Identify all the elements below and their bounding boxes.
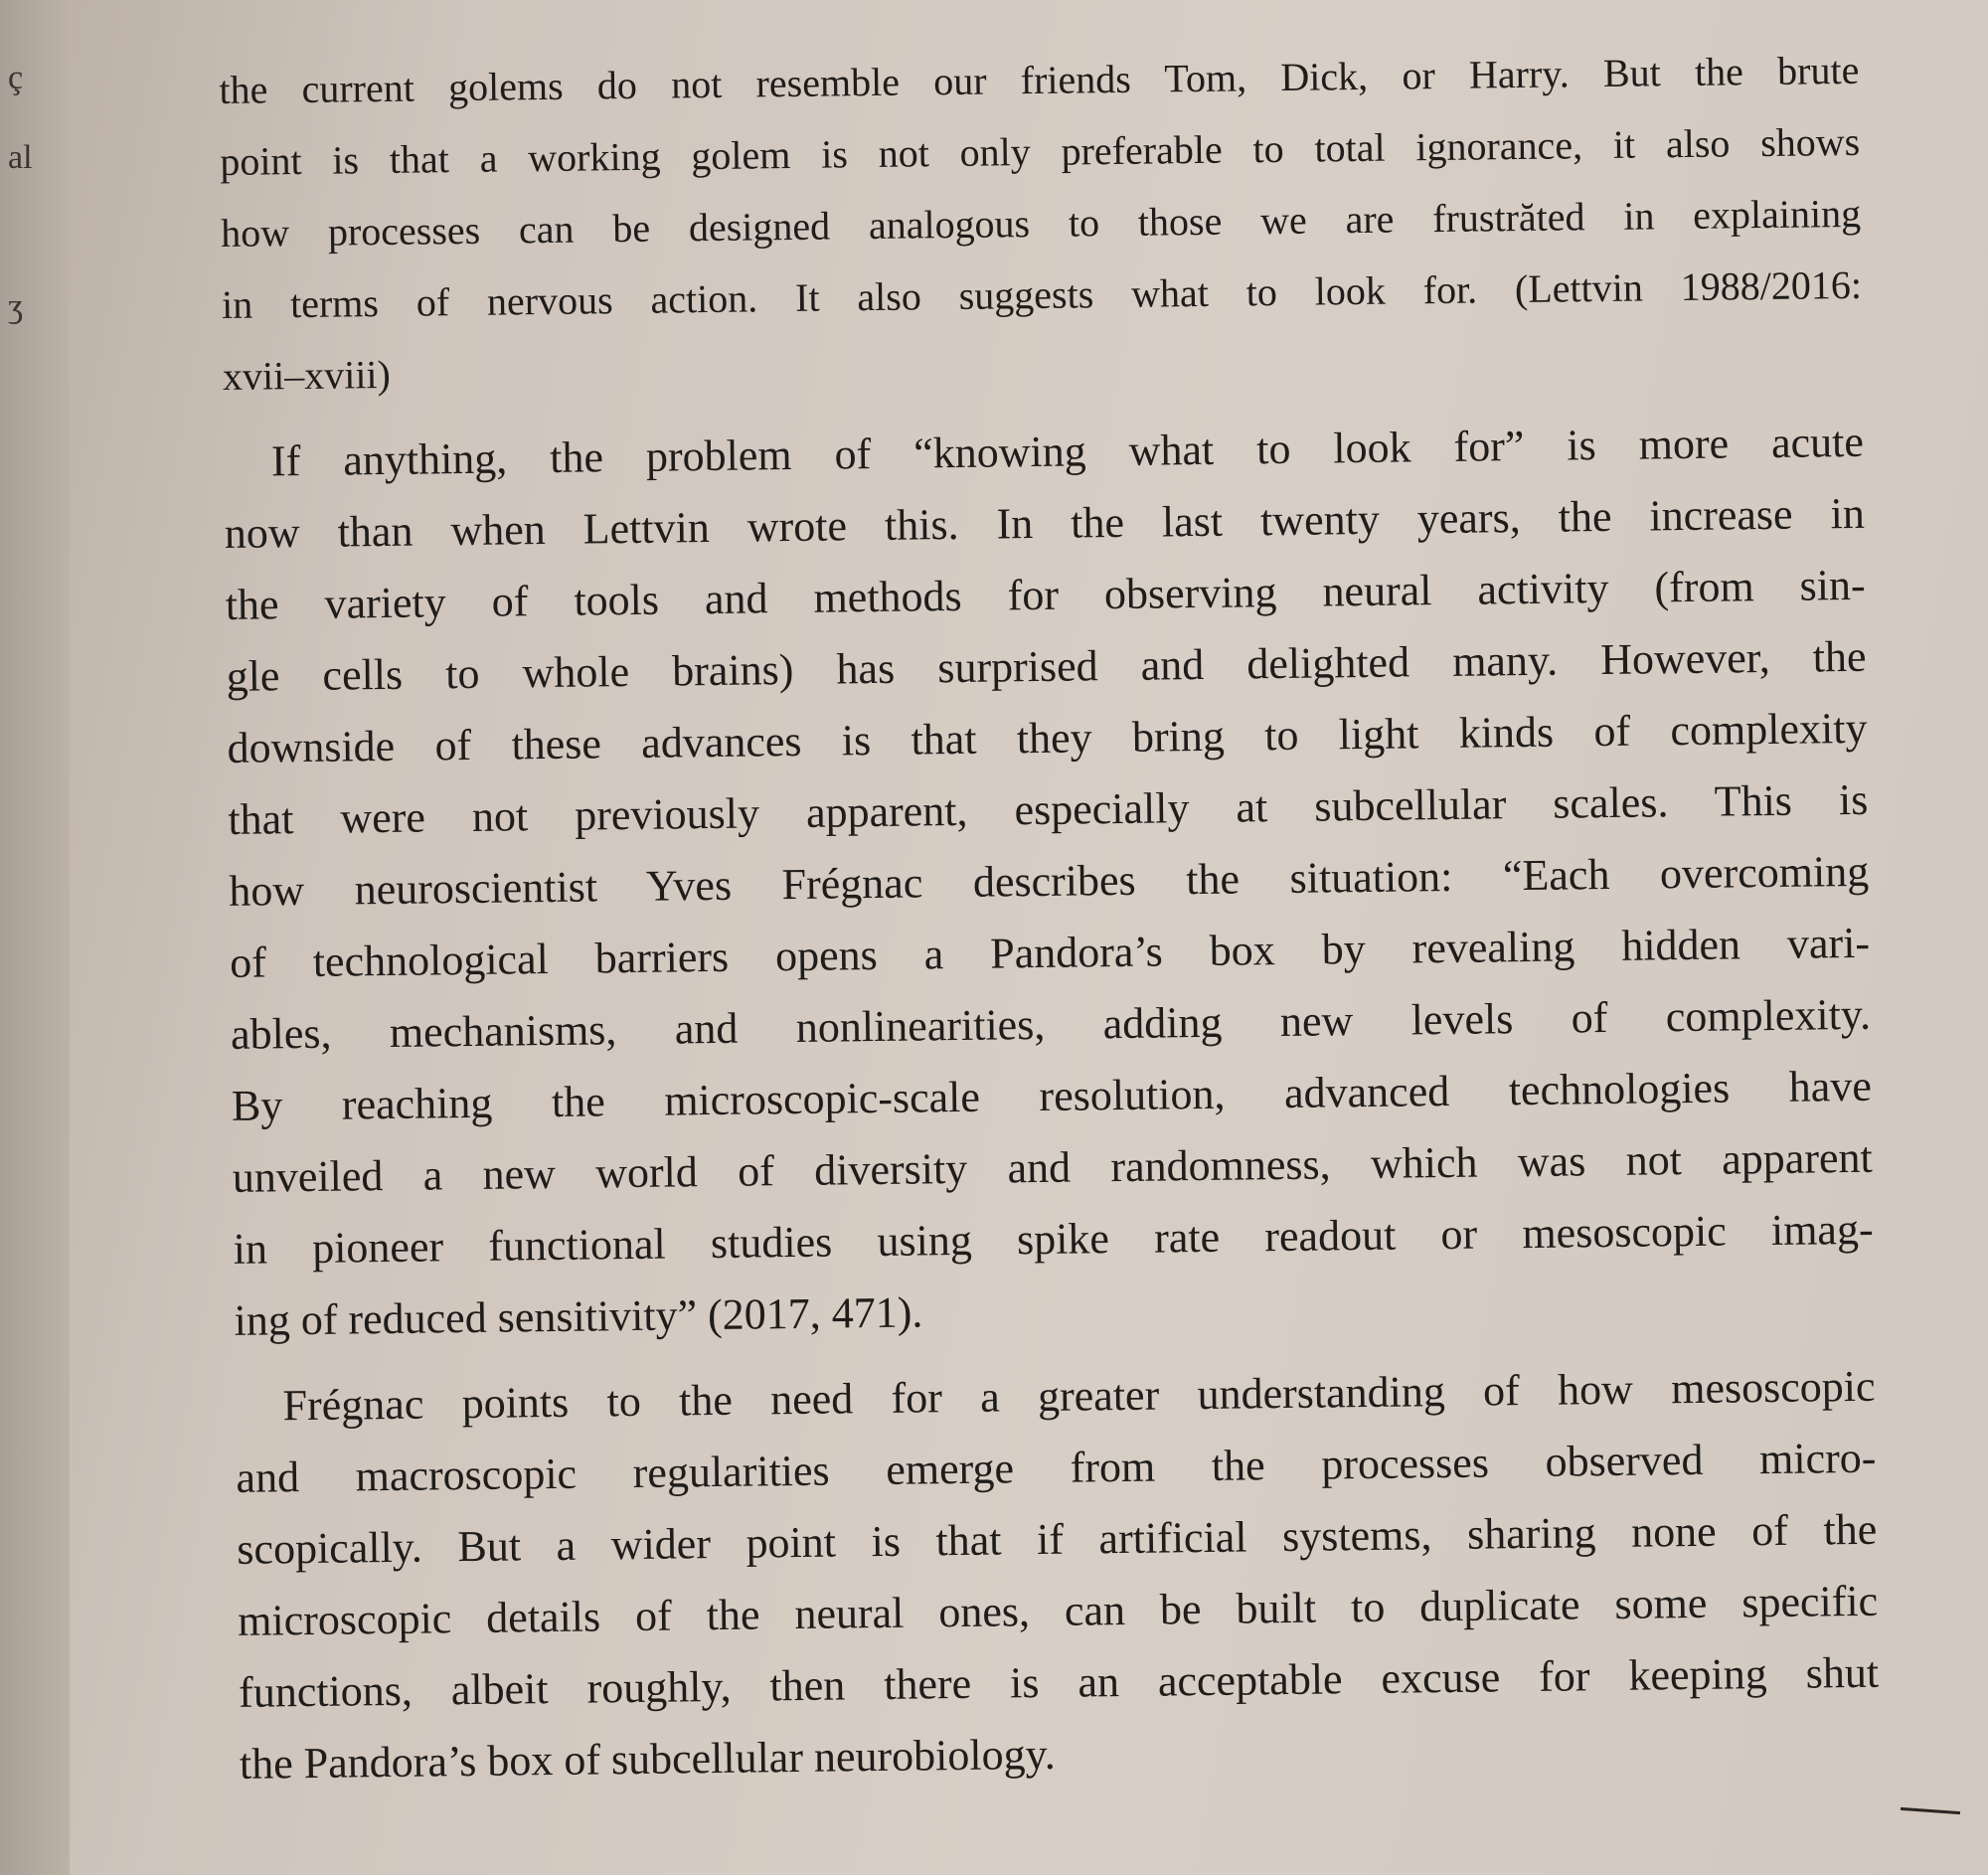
text-line: point is that a working golem is not only preferable to total ignorance, it also shows xyxy=(220,118,1861,184)
text-line: microscopic details of the neural ones, can be built to duplicate some specific xyxy=(237,1576,1879,1645)
gutter-mark: ʒ xyxy=(8,288,24,325)
text-line: in terms of nervous action. It also suggests what to look for. (Lettvin 1988/2016: xyxy=(221,261,1863,327)
text-line: By reaching the microscopic-scale resolution, advanced technologies have xyxy=(231,1061,1873,1130)
pen-mark xyxy=(1901,1807,1960,1814)
block-quote xyxy=(219,35,1863,413)
text-line: how processes can be designed analogous to those we are frustrăted in explaining xyxy=(220,190,1862,256)
text-line: unveiled a new world of diversity and randomness, which was not apparent xyxy=(232,1132,1873,1202)
text-line: ables, mechanisms, and nonlinearities, adding new levels of complexity. xyxy=(230,989,1872,1059)
paragraph-2 xyxy=(235,1351,1880,1800)
text-line: now than when Lettvin wrote this. In the last twenty years, the increase in xyxy=(224,488,1866,558)
text-line: ing of reduced sensitivity” (2017, 471). xyxy=(234,1287,923,1345)
text-line: scopically. But a wider point is that if artificial systems, sharing none of the xyxy=(237,1504,1878,1574)
paragraph-1 xyxy=(224,407,1875,1357)
text-line: that were not previously apparent, especially at subcellular scales. This is xyxy=(228,774,1869,844)
text-line: gle cells to whole brains) has surprised and delighted many. However, the xyxy=(226,631,1867,701)
gutter-mark: al xyxy=(8,139,33,176)
text-line: the variety of tools and methods for observing neural activity (from sin- xyxy=(225,560,1866,629)
text-line: xvii–xviii) xyxy=(222,351,392,399)
text-line: how neuroscientist Yves Frégnac describes the situation: “Each overcoming xyxy=(228,846,1870,916)
text-line: downside of these advances is that they bring to light kinds of complexity xyxy=(227,703,1868,772)
book-gutter xyxy=(0,0,70,1875)
page-text xyxy=(219,35,1880,1800)
gutter-mark: ç xyxy=(8,60,24,96)
text-line: of technological barriers opens a Pandora’s box by revealing hidden vari- xyxy=(229,918,1871,987)
text-line: and macroscopic regularities emerge from the processes observed micro- xyxy=(236,1433,1877,1502)
book-page xyxy=(70,0,1988,1875)
text-line: the Pandora’s box of subcellular neurobiology. xyxy=(239,1729,1056,1789)
text-line: If anything, the problem of “knowing what to look for” is more acute xyxy=(270,417,1865,486)
text-line: Frégnac points to the need for a greater understanding of how mesoscopic xyxy=(282,1361,1876,1431)
text-line: the current golems do not resemble our friends Tom, Dick, or Harry. But the brute xyxy=(219,47,1860,112)
text-line: functions, albeit roughly, then there is an acceptable excuse for keeping shut xyxy=(238,1647,1880,1717)
text-line: in pioneer functional studies using spike rate readout or mesoscopic imag- xyxy=(233,1204,1874,1274)
